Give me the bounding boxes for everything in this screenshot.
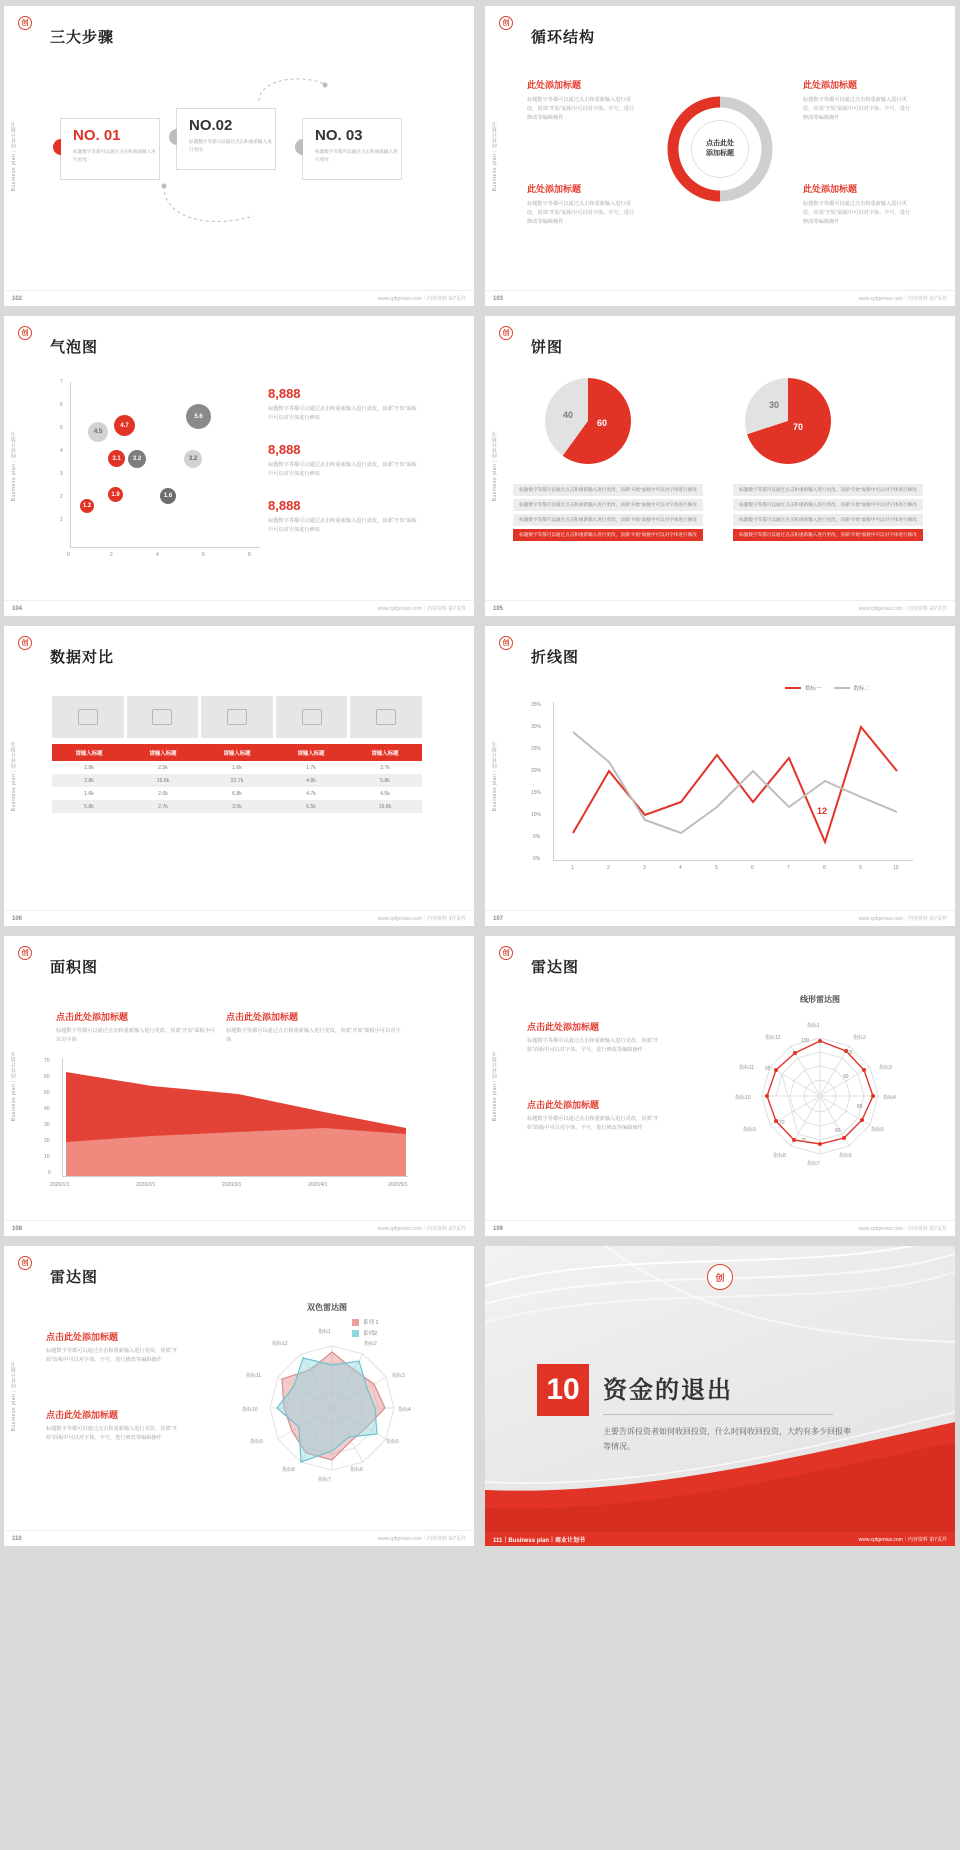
footer-text: www.cpfgenius.com｜内容资料 第7页件 [858, 1536, 947, 1543]
slide-107 [485, 626, 955, 926]
block-heading: 此处添加标题 [527, 184, 582, 194]
table-cell: 22.7k [200, 774, 274, 787]
y-tick: 0 [48, 1170, 51, 1176]
radar-axis-label: 指标1 [318, 1329, 331, 1335]
y-tick: 60 [44, 1074, 50, 1080]
cycle-center-line2: 添加标题 [706, 150, 734, 157]
bubble-point: 5.6 [186, 404, 211, 429]
table-cell: 6.5k [274, 800, 348, 813]
table-header-row [52, 744, 422, 761]
bubble-point: 3.1 [108, 450, 125, 467]
section-subtitle: 主要告诉投资者如何收回投资，什么时间收回投资，大约有多少回报率等情况。 [603, 1427, 851, 1452]
y-tick: 20% [531, 768, 542, 774]
bubble-point: 1.2 [80, 499, 94, 513]
radar-ring-label: 70 [779, 1120, 785, 1126]
table-cell: 19.8k [348, 800, 422, 813]
legend-item-selected[interactable]: 标题数字等都可以通过点击和重新输入进行更改，顶部“开始”面板中可以对字体进行修改 [513, 529, 703, 541]
table-row [52, 800, 422, 813]
radar-axis-label: 指标9 [743, 1127, 756, 1133]
block-text: 标题数字等都可以通过点击和重新输入进行更改，顶部“开始”面板中可以对字体、字号，进行修改等编辑操作 [803, 97, 911, 121]
area-note-2[interactable] [226, 1010, 401, 1045]
brand-logo-icon: 创 [18, 946, 32, 960]
pie-chart-2 [745, 378, 831, 464]
y-tick: 20 [44, 1138, 50, 1144]
y-tick: 10 [44, 1154, 50, 1160]
pie-slice-label: 60 [597, 418, 608, 428]
legend-item[interactable]: 标题数字等都可以通过点击和重新输入进行更改，顶部“开始”面板中可以对字体进行修改 [733, 514, 923, 526]
step-number: NO. 01 [73, 127, 121, 144]
footer [485, 910, 955, 926]
bubble-point: 1.6 [160, 488, 176, 504]
radar-ring-label: 80 [835, 1128, 841, 1134]
table-cell: 3.7k [380, 764, 390, 771]
step-number: NO. 03 [315, 127, 363, 144]
note-heading: 点击此处添加标题 [56, 1012, 129, 1022]
radar-axis-label: 指标11 [739, 1065, 755, 1071]
footer-text: www.cpfgenius.com｜内容资料 第7页件 [858, 296, 947, 302]
radar-axis-label: 指标3 [879, 1065, 892, 1071]
y-tick: 30 [44, 1122, 50, 1128]
x-tick: 2 [607, 865, 610, 871]
radar-axis-label: 指标7 [807, 1161, 820, 1167]
step-text: 标题数字等都可以通过点击和重新输入进行更改 [315, 149, 398, 162]
footer [485, 290, 955, 306]
image-placeholder[interactable] [127, 696, 199, 738]
radar-chart-1 [735, 1008, 905, 1178]
page-title: 面积图 [50, 959, 99, 976]
page-number: 106 [12, 915, 23, 922]
slide-108 [4, 936, 474, 1236]
cycle-center-line1: 点击此处 [706, 139, 734, 147]
legend-label: 数标二 [853, 686, 871, 692]
note-heading: 点击此处添加标题 [226, 1012, 299, 1022]
page-title: 折线图 [531, 649, 580, 666]
brand-logo-icon: 创 [499, 946, 513, 960]
page-number: 102 [12, 295, 23, 302]
radar-ring-label: 85 [857, 1104, 863, 1110]
area-chart [36, 1058, 436, 1198]
x-tick: 2020/3/1 [222, 1182, 242, 1188]
comparison-table [52, 744, 422, 813]
x-tick: 2020/4/1 [308, 1182, 328, 1188]
radar-axis-label: 指标6 [350, 1467, 363, 1473]
column-header: 请输入标题 [200, 744, 274, 761]
line-chart [531, 702, 921, 882]
page-title: 循环结构 [531, 29, 596, 46]
radar-axis-label: 指标10 [242, 1407, 258, 1413]
legend-item[interactable]: 标题数字等都可以通过点击和重新输入进行更改，顶部“开始”面板中可以对字体进行修改 [733, 484, 923, 496]
step-card-3[interactable] [302, 118, 402, 180]
radar-axis-label: 指标2 [853, 1035, 866, 1041]
table-cell: 4.7k [306, 790, 316, 797]
page-title: 雷达图 [531, 959, 580, 976]
footer [485, 1532, 955, 1546]
legend-label: 数标一 [805, 686, 822, 692]
slide-111 [485, 1246, 955, 1546]
table-cell: 4.8k [274, 774, 348, 787]
brand-logo-icon: 创 [499, 16, 513, 30]
footer-text: www.cpfgenius.com｜内容资料 第7页件 [858, 916, 947, 922]
page-number: 107 [493, 915, 504, 922]
stat-block-2[interactable] [268, 442, 418, 479]
table-cell: 1.7k [306, 764, 316, 771]
side-label: Business plan｜商业计划书 [11, 740, 17, 812]
line-series [531, 702, 921, 882]
radar-chart-title: 双色雷达图 [307, 1303, 347, 1312]
legend-item[interactable]: 标题数字等都可以通过点击和重新输入进行更改，顶部“开始”面板中可以对字体进行修改 [513, 499, 703, 511]
radar-axis-label: 指标5 [871, 1127, 884, 1133]
section-number: 10 [537, 1364, 589, 1416]
table-cell: 2.7k [126, 800, 200, 813]
radar-note-2[interactable] [527, 1098, 667, 1133]
table-cell: 2.8k [52, 774, 126, 787]
radar-axis-label: 指标10 [735, 1095, 751, 1101]
radar-note-1[interactable] [527, 1020, 667, 1055]
radar-axis-label: 指标7 [318, 1477, 331, 1483]
footer-text: www.cpfgenius.com｜内容资料 第7页件 [377, 916, 466, 922]
note-text: 标题数字等都可以通过点击和重新输入进行更改，顶部“开始”面板中可以对字体、字号，进行修改等编辑操作 [527, 1038, 659, 1053]
table-cell: 5.8k [348, 774, 422, 787]
step-marker-icon [295, 139, 303, 155]
table-cell: 2.5k [158, 764, 168, 771]
x-tick: 6 [751, 865, 754, 871]
side-label: Business plan｜商业计划书 [11, 120, 17, 192]
note-text: 标题数字等都可以通过点击和重新输入进行更改，顶部“开始”面板中可以对字体 [226, 1028, 401, 1043]
pie-slice-label: 70 [793, 422, 804, 432]
step-text: 标题数字等都可以通过点击和重新输入进行更改 [73, 149, 156, 162]
table-row [52, 761, 422, 774]
stat-text: 标题数字等都可以通过点击和重新输入进行更改，顶部“开始”面板中可以对字体进行修改 [268, 462, 417, 477]
stat-value: 8,888 [268, 442, 301, 457]
pie-slice-label: 30 [769, 400, 780, 410]
page-title: 三大步骤 [50, 29, 115, 46]
y-tick: 15% [531, 790, 542, 796]
bubble-point: 4.7 [114, 415, 135, 436]
side-label: Business plan｜商业计划书 [11, 1360, 17, 1432]
radar-axis-label: 指标9 [250, 1439, 263, 1445]
y-tick: 5% [533, 834, 541, 840]
radar-chart-2 [240, 1316, 420, 1496]
footer [4, 600, 474, 616]
side-label: Business plan｜商业计划书 [11, 430, 17, 502]
legend-label: 系列 1 [363, 1320, 379, 1326]
footer [4, 1530, 474, 1546]
note-text: 标题数字等都可以通过点击和重新输入进行更改，顶部“开始”面板中可以对字体、字号，进行修改等编辑操作 [46, 1426, 178, 1441]
y-tick: 50 [44, 1090, 50, 1096]
area-series [36, 1058, 436, 1198]
page-number: 108 [12, 1225, 23, 1232]
table-cell: 1.6k [84, 790, 94, 797]
step-card-2[interactable] [176, 108, 276, 170]
table-cell: 1.6k [232, 764, 242, 771]
cycle-diagram [660, 94, 780, 204]
radar-axis-label: 指标11 [246, 1373, 262, 1379]
brand-logo-icon: 创 [707, 1264, 733, 1290]
block-heading: 此处添加标题 [527, 80, 582, 90]
table-cell: 4.5k [380, 790, 390, 797]
cycle-block-3[interactable] [527, 182, 637, 227]
note-heading: 点击此处添加标题 [527, 1022, 600, 1032]
x-tick: 9 [859, 865, 862, 871]
x-tick: 10 [893, 865, 899, 871]
table-cell: 3.0k [200, 800, 274, 813]
table-cell: 2.8k [84, 764, 94, 771]
divider [603, 1414, 833, 1415]
brand-logo-icon: 创 [499, 326, 513, 340]
step-card-1[interactable] [60, 118, 160, 180]
table-cell: 5.8k [52, 800, 126, 813]
table-cell: 16.8k [126, 774, 200, 787]
x-tick: 2020/2/1 [136, 1182, 156, 1188]
brand-logo-icon: 创 [18, 1256, 32, 1270]
slide-109 [485, 936, 955, 1236]
page-title: 雷达图 [50, 1269, 99, 1286]
slide-110 [4, 1246, 474, 1546]
page-title: 数据对比 [50, 649, 115, 666]
radar-axis-label: 指标12 [765, 1035, 781, 1041]
footer-text: www.cpfgenius.com｜内容资料 第7页件 [858, 1226, 947, 1232]
page-number: 105 [493, 605, 504, 612]
footer-text: www.cpfgenius.com｜内容资料 第7页件 [377, 606, 466, 612]
slide-102 [4, 6, 474, 306]
legend-item-selected[interactable]: 标题数字等都可以通过点击和重新输入进行更改，顶部“开始”面板中可以对字体进行修改 [733, 529, 923, 541]
step-marker-icon [53, 139, 61, 155]
radar-ring-label: 75 [801, 1138, 807, 1144]
block-text: 标题数字等都可以通过点击和重新输入进行更改，顶部“开始”面板中可以对字体、字号，进行修改等编辑操作 [803, 201, 911, 225]
note-text: 标题数字等都可以通过点击和重新输入进行更改，顶部“开始”面板中可以对字体、字号，进行修改等编辑操作 [527, 1116, 659, 1131]
stat-value: 8,888 [268, 498, 301, 513]
image-placeholder[interactable] [52, 696, 124, 738]
legend-label: 系列2 [363, 1331, 378, 1337]
image-placeholder[interactable] [276, 696, 348, 738]
legend-swatch-icon [834, 687, 850, 689]
footer-text: www.cpfgenius.com｜内容资料 第7页件 [858, 606, 947, 612]
bubble-chart: 7 6 5 4 3 2 1 0 2 4 6 8 4.5 4.7 3.1 3.2 1.2 1.9 1.6 5.6 3.2 [52, 382, 262, 567]
line-chart-legend [785, 684, 870, 692]
block-heading: 此处添加标题 [803, 80, 858, 90]
radar-ring-label: 95 [765, 1066, 771, 1072]
slide-103 [485, 6, 955, 306]
radar-axis-label: 指标4 [398, 1407, 411, 1413]
cycle-block-1[interactable] [527, 78, 637, 123]
table-row [52, 787, 422, 800]
x-tick: 7 [787, 865, 790, 871]
x-tick: 2020/1/1 [50, 1182, 70, 1188]
footer [4, 910, 474, 926]
stat-text: 标题数字等都可以通过点击和重新输入进行更改，顶部“开始”面板中可以对字体进行修改 [268, 406, 417, 421]
pie-legend-2 [733, 484, 923, 544]
page-number: 103 [493, 295, 504, 302]
legend-item [785, 684, 822, 692]
note-heading: 点击此处添加标题 [46, 1410, 119, 1420]
slide-106 [4, 626, 474, 926]
footer-text: www.cpfgenius.com｜内容资料 第7页件 [377, 1536, 466, 1542]
note-text: 标题数字等都可以通过点击和重新输入进行更改，顶部“开始”面板中可以对字体 [56, 1028, 216, 1043]
block-text: 标题数字等都可以通过点击和重新输入进行更改，顶部“开始”面板中可以对字体、字号，进行修改等编辑操作 [527, 97, 635, 121]
page-title: 气泡图 [50, 339, 99, 356]
legend-swatch-icon [785, 687, 801, 689]
area-note-1[interactable] [56, 1010, 216, 1045]
step-text: 标题数字等都可以通过点击和重新输入进行更改 [189, 139, 272, 152]
side-label: Business plan｜商业计划书 [11, 1050, 17, 1122]
pie-chart-1 [545, 378, 631, 464]
pie-slice-label: 40 [563, 410, 574, 420]
x-tick: 2020/5/1 [388, 1182, 408, 1188]
radar-axis-label: 指标4 [883, 1095, 896, 1101]
table-cell: 6.8k [232, 790, 242, 797]
radar-axis-label: 指标3 [392, 1373, 405, 1379]
column-header: 请输入标题 [348, 744, 422, 761]
radar-note-1[interactable] [46, 1330, 186, 1365]
column-header: 请输入标题 [52, 744, 126, 761]
legend-item[interactable]: 标题数字等都可以通过点击和重新输入进行更改，顶部“开始”面板中可以对字体进行修改 [513, 514, 703, 526]
page-number: 111｜Business plan｜商业计划书 [493, 1537, 586, 1544]
brand-logo-icon: 创 [18, 16, 32, 30]
side-label: Business plan｜商业计划书 [492, 740, 498, 812]
brand-logo-icon: 创 [499, 636, 513, 650]
brand-logo-icon: 创 [18, 326, 32, 340]
note-heading: 点击此处添加标题 [46, 1332, 119, 1342]
x-tick: 1 [571, 865, 574, 871]
radar-ring-label: 65 [847, 1050, 853, 1056]
side-label: Business plan｜商业计划书 [492, 430, 498, 502]
image-placeholder[interactable] [350, 696, 422, 738]
cycle-block-2[interactable] [803, 78, 913, 123]
pie-legend-1 [513, 484, 703, 544]
table-row [52, 774, 422, 787]
line-annotation: 12 [817, 806, 828, 816]
bubble-point: 1.9 [108, 487, 123, 502]
stat-block-3[interactable] [268, 498, 418, 535]
legend-item [834, 684, 871, 692]
radar-axis-label: 指标8 [282, 1467, 295, 1473]
y-tick: 40 [44, 1106, 50, 1112]
block-heading: 此处添加标题 [803, 184, 858, 194]
radar-axis-label: 指标5 [386, 1439, 399, 1445]
column-header: 请输入标题 [126, 744, 200, 761]
y-tick: 70 [44, 1058, 50, 1064]
radar-svg [735, 1008, 905, 1178]
block-text: 标题数字等都可以通过点击和重新输入进行更改，顶部“开始”面板中可以对字体、字号，进行修改等编辑操作 [527, 201, 635, 225]
y-tick: 10% [531, 812, 542, 818]
y-tick: 35% [531, 702, 542, 708]
stat-text: 标题数字等都可以通过点击和重新输入进行更改，顶部“开始”面板中可以对字体进行修改 [268, 518, 417, 533]
step-number: NO.02 [189, 117, 233, 134]
note-heading: 点击此处添加标题 [527, 1100, 600, 1110]
radar-axis-label: 指标6 [839, 1153, 852, 1159]
footer [4, 290, 474, 306]
radar-svg [240, 1316, 420, 1496]
brand-logo-icon: 创 [18, 636, 32, 650]
footer-text: www.cpfgenius.com｜内容资料 第7页件 [377, 1226, 466, 1232]
radar-axis-label: 指标8 [773, 1153, 786, 1159]
bubble-point: 3.2 [184, 450, 202, 468]
stat-block-1[interactable] [268, 386, 418, 423]
stat-value: 8,888 [268, 386, 301, 401]
image-placeholder-row [52, 696, 422, 738]
slide-104 [4, 316, 474, 616]
y-tick: 0% [533, 856, 541, 862]
footer-text: www.cpfgenius.com｜内容资料 第7页件 [377, 296, 466, 302]
table-cell: 2.6k [158, 790, 168, 797]
note-text: 标题数字等都可以通过点击和重新输入进行更改，顶部“开始”面板中可以对字体、字号，进行修改等编辑操作 [46, 1348, 178, 1363]
column-header: 请输入标题 [274, 744, 348, 761]
page-number: 109 [493, 1225, 504, 1232]
radar-chart-title: 线形雷达图 [800, 995, 840, 1004]
section-title: 资金的退出 [603, 1377, 733, 1404]
slide-105 [485, 316, 955, 616]
page-number: 104 [12, 605, 23, 612]
radar-note-2[interactable] [46, 1408, 186, 1443]
footer [4, 1220, 474, 1236]
x-tick: 3 [643, 865, 646, 871]
cycle-block-4[interactable] [803, 182, 913, 227]
legend-item[interactable]: 标题数字等都可以通过点击和重新输入进行更改，顶部“开始”面板中可以对字体进行修改 [733, 499, 923, 511]
cycle-center-label[interactable] [691, 120, 749, 178]
radar-axis-label: 指标1 [807, 1023, 820, 1029]
page-title: 饼图 [531, 339, 564, 356]
side-label: Business plan｜商业计划书 [492, 120, 498, 192]
page-number: 110 [12, 1535, 22, 1542]
x-tick: 5 [715, 865, 718, 871]
x-tick: 8 [823, 865, 826, 871]
legend-item[interactable]: 标题数字等都可以通过点击和重新输入进行更改，顶部“开始”面板中可以对字体进行修改 [513, 484, 703, 496]
radar-axis-label: 指标12 [272, 1341, 288, 1347]
step-marker-icon [169, 129, 177, 145]
radar-ring-label: 90 [843, 1074, 849, 1080]
y-tick: 25% [531, 746, 542, 752]
bubble-point: 3.2 [128, 450, 146, 468]
footer [485, 1220, 955, 1236]
image-placeholder[interactable] [201, 696, 273, 738]
x-tick: 4 [679, 865, 682, 871]
y-tick: 30% [531, 724, 542, 730]
bubble-point: 4.5 [88, 422, 108, 442]
radar-ring-label: 100 [801, 1038, 810, 1044]
footer [485, 600, 955, 616]
radar-axis-label: 指标2 [364, 1341, 377, 1347]
side-label: Business plan｜商业计划书 [492, 1050, 498, 1122]
